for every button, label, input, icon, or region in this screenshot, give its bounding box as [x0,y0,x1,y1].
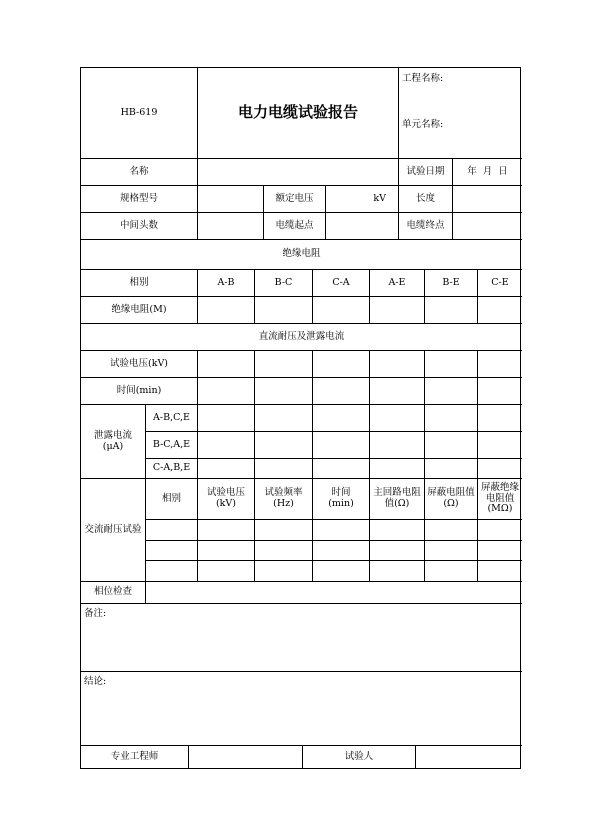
test-voltage-label: 试验电压(kV) [81,351,198,378]
phase-header: A-B [198,270,255,297]
leakage-cell[interactable] [478,459,522,479]
leakage-row-label: C-A,B,E [146,459,198,479]
test-date-field[interactable]: 年 月 日 [453,159,522,186]
ac-header: 屏蔽电阻值 (Ω) [425,479,478,520]
ac-cell[interactable] [146,541,198,561]
insulation-resistance-label: 绝缘电阻(M) [81,297,198,324]
ac-cell[interactable] [255,520,313,541]
phase-check-field[interactable] [146,582,522,604]
project-name-field[interactable] [399,91,522,114]
leakage-cell[interactable] [313,432,370,459]
dc-cell[interactable] [255,378,313,405]
cable-start-field[interactable] [326,213,399,240]
conclusion-label: 结论: [84,676,107,687]
name-label: 名称 [81,159,198,186]
ac-cell[interactable] [198,541,255,561]
leakage-cell[interactable] [478,432,522,459]
ac-header: 屏蔽绝缘 电阻值 (MΩ) [478,479,522,520]
leakage-cell[interactable] [425,459,478,479]
leakage-current-label: 泄露电流 (μA) [81,405,146,479]
ac-header: 时间 (min) [313,479,370,520]
leakage-cell[interactable] [198,432,255,459]
ac-cell[interactable] [198,520,255,541]
ac-cell[interactable] [370,561,425,582]
dc-cell[interactable] [478,378,522,405]
dc-cell[interactable] [198,351,255,378]
model-field[interactable] [198,186,264,213]
leakage-cell[interactable] [198,459,255,479]
dc-section-title: 直流耐压及泄露电流 [81,324,522,351]
remarks-field[interactable] [81,604,522,672]
ac-cell[interactable] [313,541,370,561]
dc-cell[interactable] [425,378,478,405]
joint-count-label: 中间头数 [81,213,198,240]
ac-header: 试验频率 (Hz) [255,479,313,520]
report-code: HB-619 [81,68,198,159]
leakage-row-label: A-B,C,E [146,405,198,432]
phase-header: B-E [425,270,478,297]
cable-start-label: 电缆起点 [264,213,326,240]
ac-cell[interactable] [313,561,370,582]
leakage-cell[interactable] [313,459,370,479]
dc-cell[interactable] [255,351,313,378]
ac-cell[interactable] [313,520,370,541]
ac-header: 主回路电阻 值(Ω) [370,479,425,520]
insulation-cell[interactable] [255,297,313,324]
ac-cell[interactable] [425,561,478,582]
leakage-cell[interactable] [478,405,522,432]
rated-voltage-unit[interactable]: kV [326,186,399,213]
insulation-section-title: 绝缘电阻 [81,240,522,270]
leakage-cell[interactable] [255,405,313,432]
ac-cell[interactable] [478,541,522,561]
unit-name-label: 单元名称: [402,118,444,130]
ac-cell[interactable] [425,520,478,541]
rated-voltage-label: 额定电压 [264,186,326,213]
dc-cell[interactable] [198,378,255,405]
time-label: 时间(min) [81,378,198,405]
joint-count-field[interactable] [198,213,264,240]
leakage-cell[interactable] [370,405,425,432]
leakage-cell[interactable] [313,405,370,432]
engineer-label: 专业工程师 [81,746,189,768]
cable-end-field[interactable] [453,213,522,240]
ac-header: 相别 [146,479,198,520]
tester-signature-field[interactable] [416,746,522,768]
ac-cell[interactable] [425,541,478,561]
ac-cell[interactable] [478,561,522,582]
phase-header: B-C [255,270,313,297]
leakage-cell[interactable] [370,432,425,459]
leakage-cell[interactable] [255,459,313,479]
phase-header: C-A [313,270,370,297]
ac-cell[interactable] [198,561,255,582]
model-label: 规格型号 [81,186,198,213]
insulation-cell[interactable] [370,297,425,324]
dc-cell[interactable] [370,351,425,378]
length-label: 长度 [399,186,453,213]
engineer-signature-field[interactable] [189,746,303,768]
cable-end-label: 电缆终点 [399,213,453,240]
name-field[interactable] [198,159,399,186]
test-date-label: 试验日期 [399,159,453,186]
leakage-cell[interactable] [198,405,255,432]
tester-label: 试验人 [303,746,416,768]
phase-label: 相别 [81,270,198,297]
project-name-label: 工程名称: [402,73,444,85]
leakage-cell[interactable] [370,459,425,479]
ac-cell[interactable] [370,541,425,561]
insulation-cell[interactable] [198,297,255,324]
insulation-cell[interactable] [313,297,370,324]
ac-cell[interactable] [146,520,198,541]
report-title: 电力电缆试验报告 [198,68,399,159]
dc-cell[interactable] [478,351,522,378]
dc-cell[interactable] [313,351,370,378]
ac-cell[interactable] [255,561,313,582]
phase-check-label: 相位检查 [81,582,146,604]
leakage-cell[interactable] [425,405,478,432]
ac-cell[interactable] [370,520,425,541]
ac-withstand-label: 交流耐压试验 [81,479,146,582]
conclusion-field[interactable] [81,672,522,746]
ac-cell[interactable] [146,561,198,582]
leakage-row-label: B-C,A,E [146,432,198,459]
unit-name-field[interactable] [399,136,522,159]
ac-cell[interactable] [478,520,522,541]
cable-test-report-form [80,67,521,769]
dc-cell[interactable] [425,351,478,378]
phase-header: A-E [370,270,425,297]
remarks-label: 备注: [84,608,107,619]
insulation-cell[interactable] [478,297,522,324]
ac-cell[interactable] [255,541,313,561]
leakage-cell[interactable] [255,432,313,459]
insulation-cell[interactable] [425,297,478,324]
dc-cell[interactable] [313,378,370,405]
dc-cell[interactable] [370,378,425,405]
length-field[interactable] [453,186,522,213]
leakage-cell[interactable] [425,432,478,459]
ac-header: 试验电压 (kV) [198,479,255,520]
phase-header: C-E [478,270,522,297]
